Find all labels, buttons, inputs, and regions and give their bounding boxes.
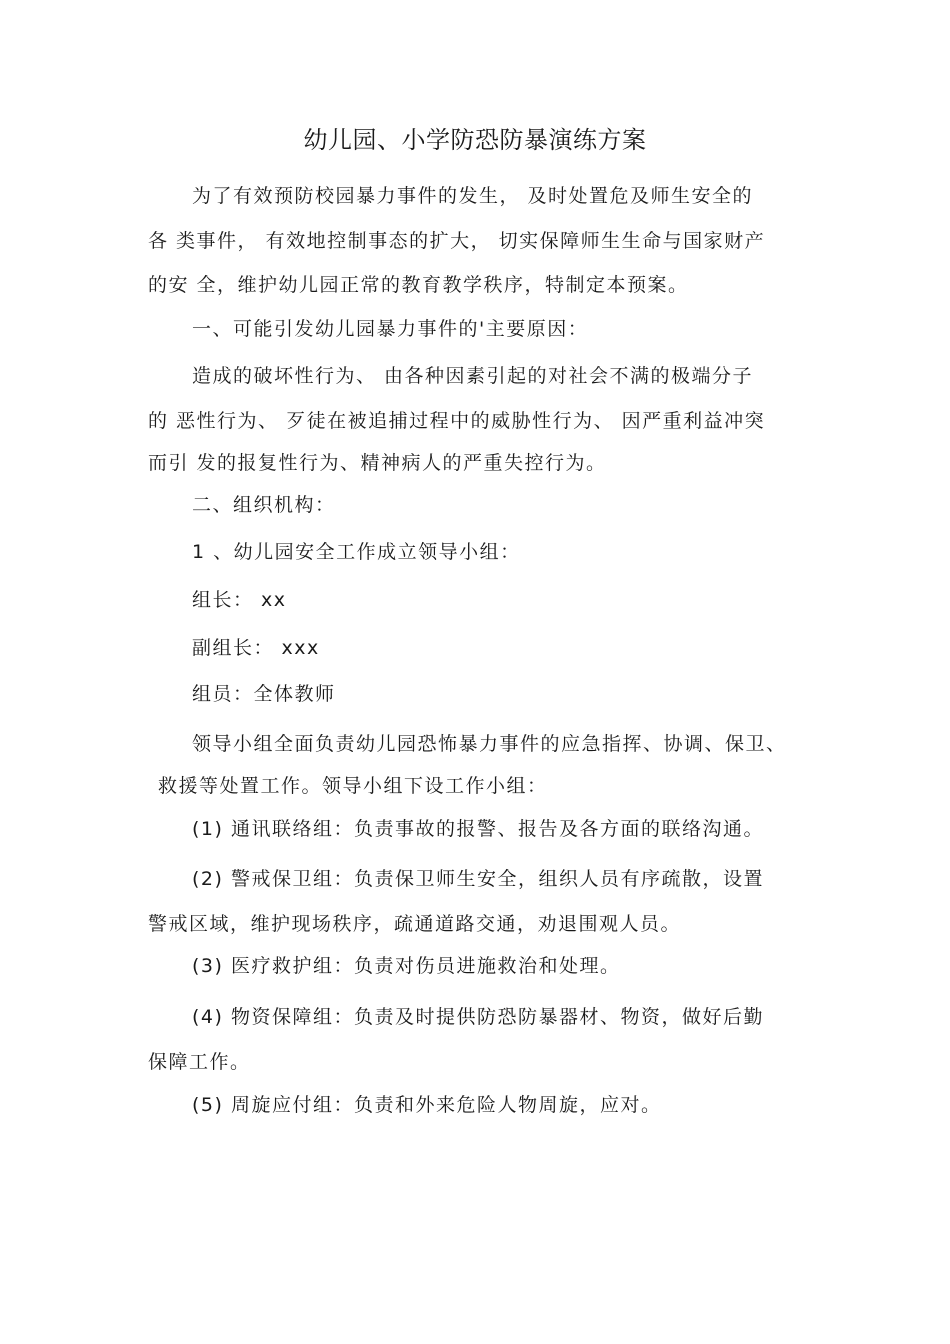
paragraph-line: 各 类事件， 有效地控制事态的扩大， 切实保障师生生命与国家财产 xyxy=(148,230,766,252)
list-item: (2) 警戒保卫组：负责保卫师生安全，组织人员有序疏散，设置 xyxy=(192,868,764,890)
paragraph-line: 的安 全，维护幼儿园正常的教育教学秩序，特制定本预案。 xyxy=(148,274,689,296)
list-item: (5) 周旋应付组：负责和外来危险人物周旋，应对。 xyxy=(192,1094,662,1116)
paragraph-line: 救援等处置工作。领导小组下设工作小组： xyxy=(158,775,548,797)
list-item: (1) 通讯联络组：负责事故的报警、报告及各方面的联络沟通。 xyxy=(192,818,764,840)
list-item: (4) 物资保障组：负责及时提供防恐防暴器材、物资，做好后勤 xyxy=(192,1006,764,1028)
paragraph-line: 的 恶性行为、 歹徒在被追捕过程中的威胁性行为、 因严重利益冲突 xyxy=(148,410,766,432)
document-title: 幼儿园、小学防恐防暴演练方案 xyxy=(303,126,647,154)
section-heading: 二、组织机构： xyxy=(192,494,336,516)
paragraph-line: 为了有效预防校园暴力事件的发生， 及时处置危及师生安全的 xyxy=(192,185,754,207)
paragraph-line: 领导小组全面负责幼儿园恐怖暴力事件的应急指挥、协调、保卫、 xyxy=(192,733,787,755)
list-item: (3) 医疗救护组：负责对伤员进施救治和处理。 xyxy=(192,955,621,977)
members-line: 组员：全体教师 xyxy=(192,683,336,705)
subsection-heading: 1 、幼儿园安全工作成立领导小组： xyxy=(192,541,521,563)
deputy-leader-line: 副组长： xxx xyxy=(192,637,320,659)
paragraph-line: 造成的破坏性行为、 由各种因素引起的对社会不满的极端分子 xyxy=(192,365,754,387)
list-item-continuation: 保障工作。 xyxy=(148,1051,251,1073)
paragraph-line: 而引 发的报复性行为、精神病人的严重失控行为。 xyxy=(148,452,607,474)
section-heading: 一、可能引发幼儿园暴力事件的'主要原因： xyxy=(192,318,589,340)
group-leader-line: 组长： xx xyxy=(192,589,287,611)
list-item-continuation: 警戒区域，维护现场秩序，疏通道路交通，劝退围观人员。 xyxy=(148,913,682,935)
